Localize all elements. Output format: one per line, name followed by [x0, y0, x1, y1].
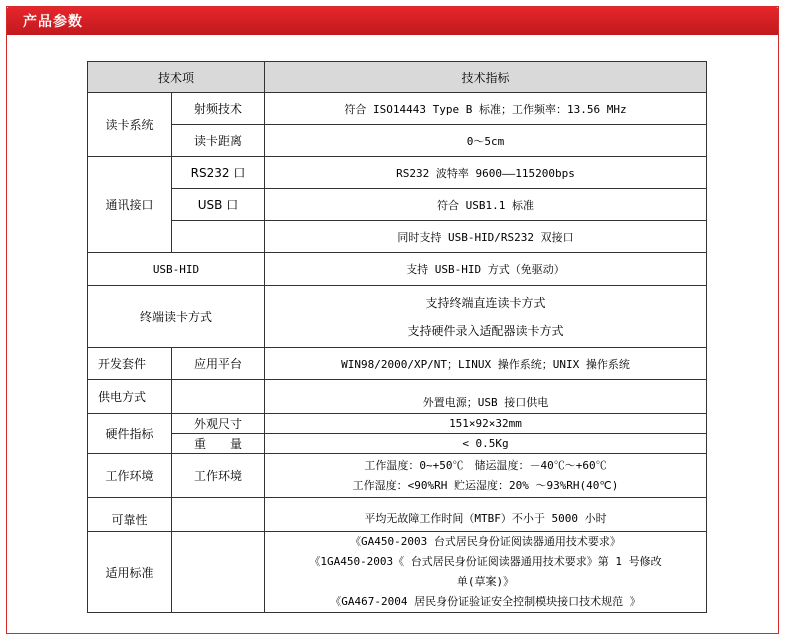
row-label-env: 工作环境: [88, 454, 172, 498]
value-standards-2: 《1GA450-2003《 台式居民身份证阅读器通用技术要求》第 1 号修改: [309, 555, 662, 568]
table-row: [88, 498, 707, 532]
value-app-platform: WIN98/2000/XP/NT；LINUX 操作系统；UNIX 操作系统: [265, 348, 707, 380]
product-params-panel: [6, 6, 779, 634]
table-row: [88, 189, 707, 221]
value-rs232: RS232 波特率 9600——115200bps: [265, 157, 707, 189]
table-row: [88, 253, 707, 286]
value-terminal-2: 支持硬件录入适配器读卡方式: [407, 323, 564, 338]
value-env-2: 工作湿度：<90%RH 贮运湿度：20% ～93%RH(40℃): [352, 478, 619, 492]
sub-label-empty: [172, 498, 265, 532]
value-rf-tech: 符合 ISO14443 Type B 标准；工作频率：13.56 MHz: [265, 93, 707, 125]
header-spec: 技术指标: [265, 62, 707, 93]
table-row: [88, 221, 707, 253]
value-standards: [265, 532, 707, 613]
row-label-terminal: 终端读卡方式: [88, 286, 265, 348]
table-row: [88, 380, 707, 414]
header-item: 技术项: [88, 62, 265, 93]
value-standards-1: 《GA450-2003 台式居民身份证阅读器通用技术要求》: [350, 535, 621, 548]
sub-label-weight: 重 量: [172, 434, 265, 454]
value-dimensions: 151×92×32mm: [265, 414, 707, 434]
value-standards-4: 《GA467-2004 居民身份证验证安全控制模块接口技术规范 》: [330, 595, 641, 608]
sub-label-app-platform: 应用平台: [172, 348, 265, 380]
row-label-hw-spec: 硬件指标: [88, 414, 172, 454]
row-label-usb-hid: USB-HID: [88, 253, 265, 286]
row-label-dev-kit: 开发套件: [88, 348, 172, 380]
table-row: [88, 434, 707, 454]
table-row: [88, 348, 707, 380]
table-row: [88, 157, 707, 189]
table-row: [88, 414, 707, 434]
sub-label-dimensions: 外观尺寸: [172, 414, 265, 434]
panel-header: [7, 7, 778, 35]
value-terminal: [265, 286, 707, 348]
value-usb: 符合 USB1.1 标准: [265, 189, 707, 221]
value-power: 外置电源；USB 接口供电: [265, 380, 707, 414]
value-read-distance: 0～5cm: [265, 125, 707, 157]
table-row: [88, 286, 707, 348]
sub-label-env: 工作环境: [172, 454, 265, 498]
row-label-standards: 适用标准: [88, 532, 172, 613]
value-weight: < 0.5Kg: [265, 434, 707, 454]
sub-label-empty: [172, 221, 265, 253]
sub-label-empty: [172, 380, 265, 414]
sub-label-usb: USB 口: [172, 189, 265, 221]
row-label-read-system: 读卡系统: [88, 93, 172, 157]
spec-table: [87, 61, 707, 613]
value-standards-3: 单(草案)》: [456, 575, 515, 588]
value-reliability: 平均无故障工作时间（MTBF）不小于 5000 小时: [265, 498, 707, 532]
sub-label-read-distance: 读卡距离: [172, 125, 265, 157]
table-row: [88, 125, 707, 157]
value-usb-hid: 支持 USB-HID 方式（免驱动）: [265, 253, 707, 286]
row-label-power: 供电方式: [88, 380, 172, 414]
value-dual: 同时支持 USB-HID/RS232 双接口: [265, 221, 707, 253]
table-row: [88, 93, 707, 125]
table-header-row: [88, 62, 707, 93]
value-env: [265, 454, 707, 498]
row-label-reliability: 可靠性: [88, 498, 172, 532]
sub-label-rf-tech: 射频技术: [172, 93, 265, 125]
value-env-1: 工作温度：0~+50℃ 储运温度：－40℃～+60℃: [364, 458, 607, 472]
table-row: [88, 454, 707, 498]
sub-label-rs232: RS232 口: [172, 157, 265, 189]
table-row: [88, 532, 707, 613]
value-terminal-1: 支持终端直连读卡方式: [425, 295, 546, 310]
row-label-comm: 通讯接口: [88, 157, 172, 253]
sub-label-empty: [172, 532, 265, 613]
panel-title: 产品参数: [23, 14, 83, 30]
